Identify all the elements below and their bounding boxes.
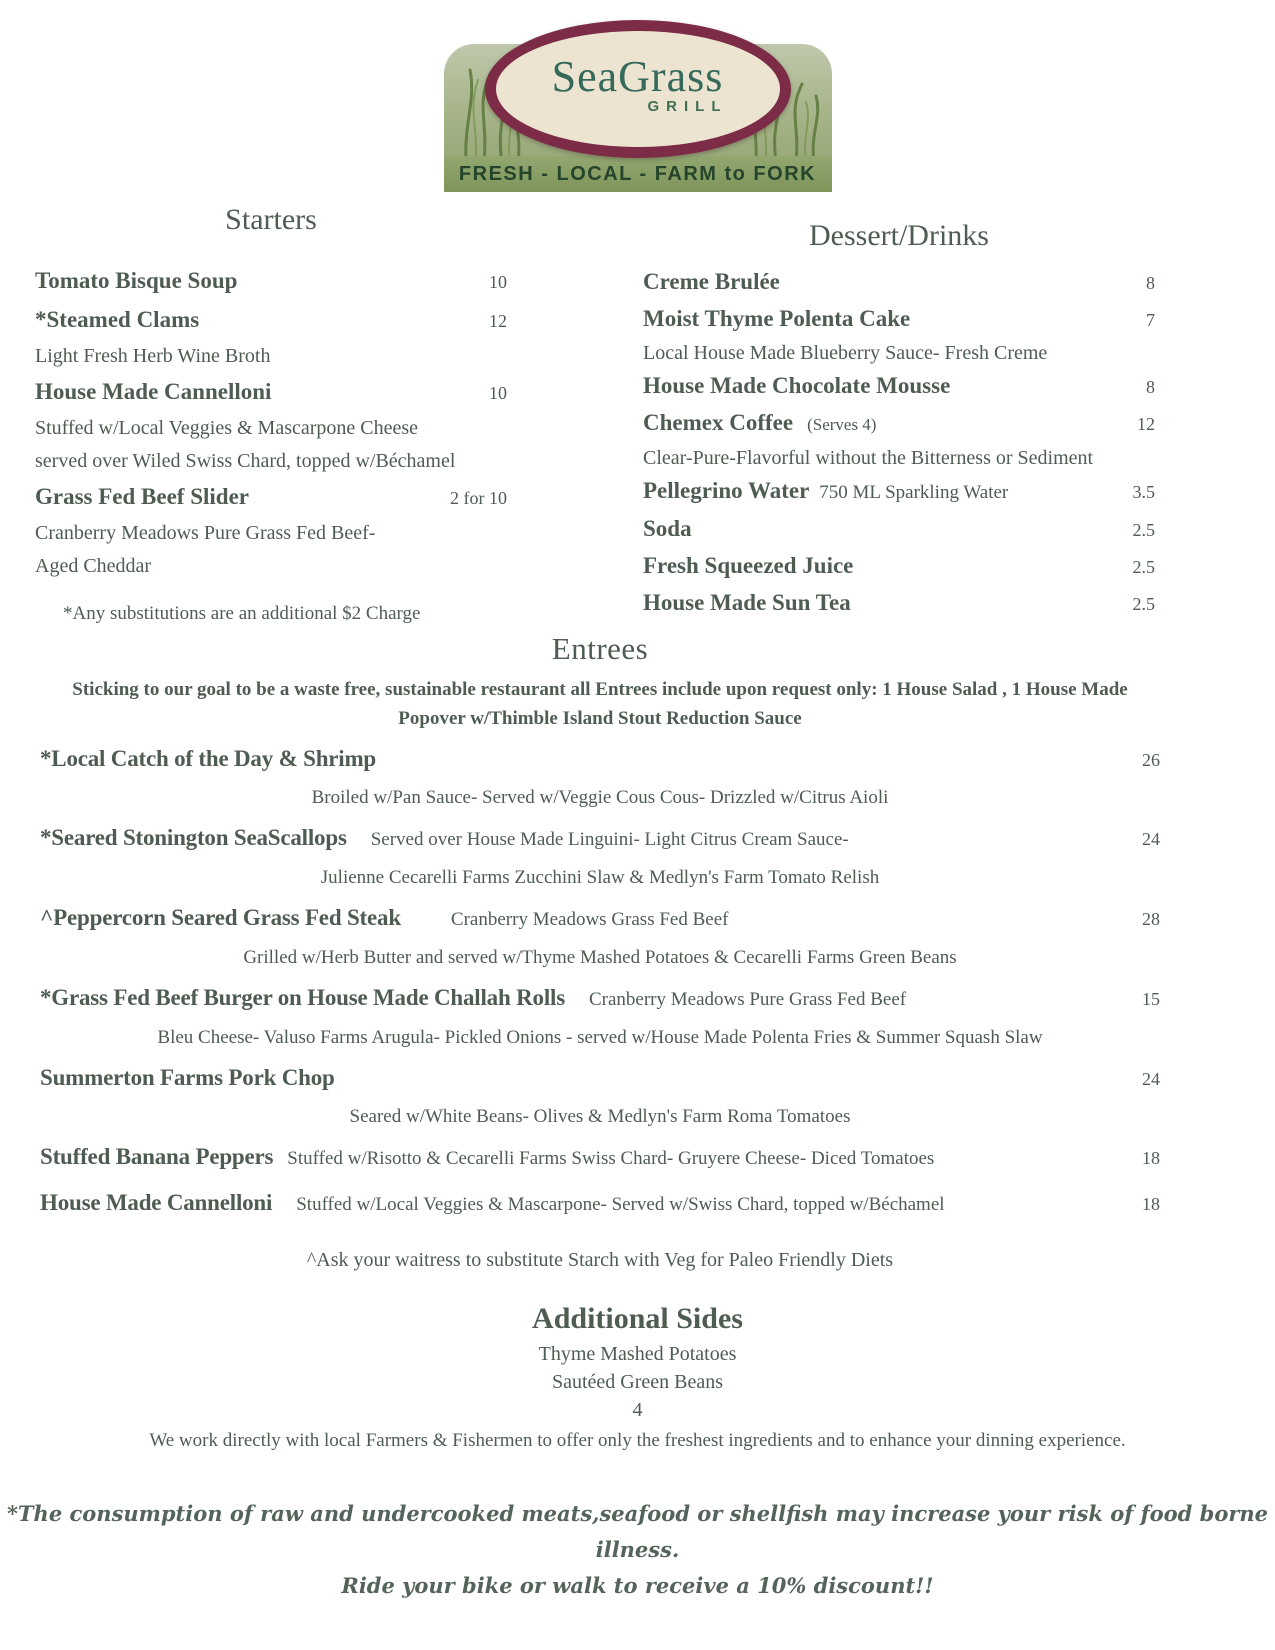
item-name: Moist Thyme Polenta Cake xyxy=(643,306,911,331)
menu-item xyxy=(35,262,507,301)
upper-columns xyxy=(0,200,1275,625)
side-item: Sautéed Green Beans xyxy=(551,1371,724,1393)
item-name-suffix: (Serves 4) xyxy=(807,415,877,434)
item-description: Seared w/White Beans- Olives & Medlyn's Farm Roma Tomatoes xyxy=(349,1106,851,1127)
side-item: Thyme Mashed Potatoes xyxy=(538,1343,737,1365)
entree-item xyxy=(40,980,1160,1018)
item-price: 2 for 10 xyxy=(450,488,507,508)
menu-item xyxy=(643,511,1155,548)
menu-item xyxy=(643,473,1155,511)
item-price: 10 xyxy=(489,272,507,292)
item-description: Bleu Cheese- Valuso Farms Arugula- Pickled Onions - served w/House Made Polenta Fries & Summer Squash Slaw xyxy=(157,1027,1043,1048)
item-name: House Made Cannelloni xyxy=(40,1190,273,1215)
entree-item xyxy=(40,1185,1160,1223)
item-price: 3.5 xyxy=(1132,482,1155,502)
sourcing-statement: We work directly with local Farmers & Fishermen to offer only the freshest ingredients and to enhance your dinning experience. xyxy=(149,1430,1126,1451)
item-name: *Grass Fed Beef Burger on House Made Challah Rolls xyxy=(40,985,565,1010)
logo-tagline: FRESH - LOCAL - FARM to FORK xyxy=(458,162,817,185)
item-description: Local House Made Blueberry Sauce- Fresh Creme xyxy=(643,342,1048,364)
item-name-suffix: Cranberry Meadows Grass Fed Beef xyxy=(450,909,729,930)
menu-item xyxy=(35,478,507,583)
sides-title: Additional Sides xyxy=(532,1302,743,1335)
additional-sides-section xyxy=(0,1298,1275,1424)
entrees-title: Entrees xyxy=(551,631,649,666)
item-description: Broiled w/Pan Sauce- Served w/Veggie Cous Cous- Drizzled w/Citrus Aioli xyxy=(311,787,889,808)
bike-discount-promo: Ride your bike or walk to receive a 10% discount!! xyxy=(341,1573,934,1598)
item-price: 8 xyxy=(1146,377,1155,397)
item-name: Summerton Farms Pork Chop xyxy=(40,1065,335,1090)
menu-item xyxy=(643,405,1155,473)
desserts-title: Dessert/Drinks xyxy=(809,219,989,252)
sides-price: 4 xyxy=(632,1399,643,1421)
item-name: ^Peppercorn Seared Grass Fed Steak xyxy=(40,905,401,930)
item-price: 8 xyxy=(1146,273,1155,293)
restaurant-name: SeaGrass xyxy=(551,52,724,101)
entrees-section xyxy=(0,627,1275,1272)
entrees-intro: Sticking to our goal to be a waste free, sustainable restaurant all Entrees include upon request only: 1 House Salad , 1 House Made Popover w/Thimble Island Stout Reduction Sauce xyxy=(72,679,1128,729)
item-price: 24 xyxy=(1142,1069,1160,1089)
item-price: 2.5 xyxy=(1132,557,1155,577)
item-name-suffix: Stuffed w/Local Veggies & Mascarpone- Served w/Swiss Chard, topped w/Béchamel xyxy=(296,1194,945,1215)
item-price: 7 xyxy=(1146,310,1155,330)
menu-item xyxy=(35,373,507,478)
restaurant-name-sub: GRILL xyxy=(647,98,728,115)
menu-item xyxy=(643,368,1155,405)
item-price: 2.5 xyxy=(1132,594,1155,614)
item-name-suffix: Stuffed w/Risotto & Cecarelli Farms Swiss Chard- Gruyere Cheese- Diced Tomatoes xyxy=(287,1148,935,1169)
entree-item xyxy=(40,900,1160,938)
entree-item xyxy=(40,820,1160,858)
item-name: Tomato Bisque Soup xyxy=(35,268,238,293)
item-price: 12 xyxy=(489,311,507,331)
item-description: served over Wiled Swiss Chard, topped w/Béchamel xyxy=(35,450,456,472)
entree-item xyxy=(40,1060,1160,1097)
restaurant-logo xyxy=(444,14,832,192)
entree-item xyxy=(40,1139,1160,1177)
item-name-suffix: Cranberry Meadows Pure Grass Fed Beef xyxy=(588,989,907,1010)
item-name: *Seared Stonington SeaScallops xyxy=(40,825,347,850)
menu-item xyxy=(35,301,507,373)
item-description: Light Fresh Herb Wine Broth xyxy=(35,345,271,367)
item-name: Chemex Coffee xyxy=(643,410,794,435)
item-name: *Steamed Clams xyxy=(35,307,200,332)
item-description: Grilled w/Herb Butter and served w/Thyme Mashed Potatoes & Cecarelli Farms Green Beans xyxy=(243,947,957,968)
menu-item xyxy=(643,548,1155,585)
item-price: 18 xyxy=(1142,1194,1160,1214)
item-description: Clear-Pure-Flavorful without the Bitterness or Sediment xyxy=(643,447,1094,469)
desserts-drinks-section xyxy=(643,200,1155,625)
item-name: Creme Brulée xyxy=(643,269,780,294)
item-name-suffix: 750 ML Sparkling Water xyxy=(819,482,1009,503)
item-description: Julienne Cecarelli Farms Zucchini Slaw & Medlyn's Farm Tomato Relish xyxy=(320,867,880,888)
item-name: Fresh Squeezed Juice xyxy=(643,553,854,578)
item-name: Grass Fed Beef Slider xyxy=(35,484,249,509)
item-name: Stuffed Banana Peppers xyxy=(40,1144,274,1169)
menu-item xyxy=(643,301,1155,368)
item-name: House Made Chocolate Mousse xyxy=(643,373,951,398)
item-description: Cranberry Meadows Pure Grass Fed Beef- xyxy=(35,522,376,544)
item-price: 28 xyxy=(1142,909,1160,929)
item-price: 24 xyxy=(1142,829,1160,849)
starters-section xyxy=(35,200,507,625)
logo-oval xyxy=(485,20,791,158)
item-name: Pellegrino Water xyxy=(643,478,810,503)
item-name: House Made Sun Tea xyxy=(643,590,851,615)
item-name: House Made Cannelloni xyxy=(35,379,272,404)
item-name-suffix: Served over House Made Linguini- Light Citrus Cream Sauce- xyxy=(370,829,849,850)
menu-item xyxy=(643,585,1155,622)
item-price: 12 xyxy=(1137,414,1155,434)
consumption-warning: *The consumption of raw and undercooked meats,seafood or shellfish may increase your risk of food borne illness. xyxy=(6,1501,1269,1562)
starters-title: Starters xyxy=(225,203,317,236)
menu-item xyxy=(643,264,1155,301)
item-name: *Local Catch of the Day & Shrimp xyxy=(40,746,377,771)
item-price: 26 xyxy=(1142,750,1160,770)
entree-item xyxy=(40,741,1160,778)
item-price: 2.5 xyxy=(1132,520,1155,540)
item-price: 15 xyxy=(1142,989,1160,1009)
item-description: Aged Cheddar xyxy=(35,555,152,577)
footer-notes xyxy=(0,1496,1275,1604)
item-price: 18 xyxy=(1142,1148,1160,1168)
logo-tagline-band xyxy=(444,156,832,192)
substitution-note: *Any substitutions are an additional $2 Charge xyxy=(63,603,421,624)
item-price: 10 xyxy=(489,383,507,403)
paleo-note: ^Ask your waitress to substitute Starch with Veg for Paleo Friendly Diets xyxy=(306,1249,894,1271)
item-description: Stuffed w/Local Veggies & Mascarpone Cheese xyxy=(35,417,419,439)
item-name: Soda xyxy=(643,516,692,541)
